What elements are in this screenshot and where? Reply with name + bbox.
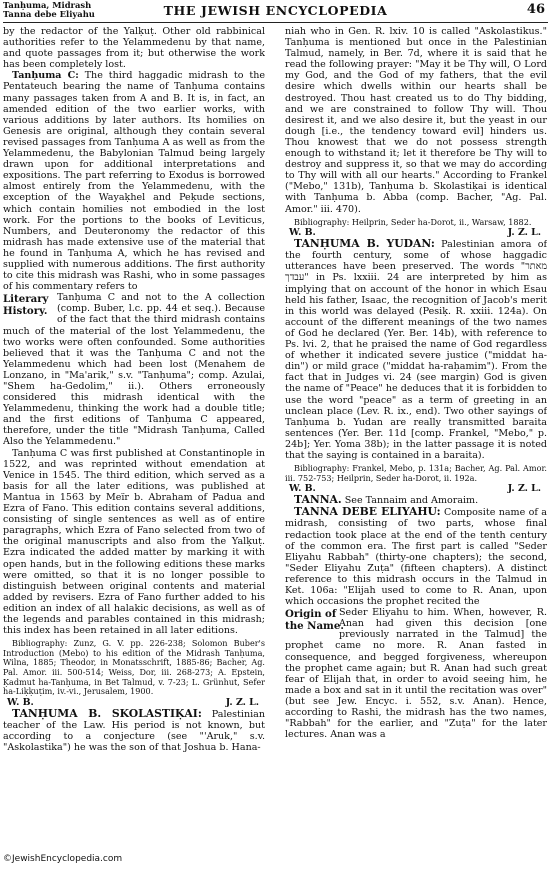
sidenote-line-1: Literary [3,293,49,306]
paragraph-tanhuma-c-text: The third haggadic midrash to the Pentateuch bearing the name of Tanḥuma contains many passages taken from A and B. It is, in fact, an amended edition of the two earlier works, with various additions by later authors. Its homilies on Genesis are original, although they contain several revised passages from Tanḥuma A as well as from the Yelammedenu, the Babylonian Talmud being largely drawn upon for additional interpretations and expositions. The part referring to Exodus is borrowed almost entirely from the Yelammedenu, with the exception of the Wayaḳhel and Peḳude sections, which contain homilies not embodied in the lost work. For the portions to the books of Leviticus, Numbers, and Deuteronomy the redactor of this midrash has made extensive use of the material that he found in Tanḥuma A, which he has revised and supplied with numerous additions. The first authority to cite this midrash was Rashi, who in some passages of his commentary refers to [3,70,265,293]
entry-heading-skolastikai: TANḤUMA B. SKOLASTIḲAI: [12,706,202,720]
signature-right: J. Z. L. [507,227,541,239]
paragraph-tanna-debe-eliyahu-text: Composite name of a midrash, consisting of two parts, whose final redaction took place at the end of the tenth century of the common era. The first part is called "Seder Eliyahu Rabbah" (thirty-one chapters); the second, "Seder Eliyahu Zuṭa" (fifteen chapters). A distinct reference to this midrash occurs in the Talmud in Ket. 106a: "Elijah used to come to R. Anan, upon which occasions the prophet recited the [285,507,547,608]
bibliography-tanhuma-c: Bibliography: Zunz, G. V. pp. 226-238; Solomon Buber's Introduction (Mebo) to his edition of the Midrash Tanḥuma, Wilna, 1885; Theodor, in Monatsschrift, 1885-86; Bacher, Ag. Pal. Amor. iii. 500-514; Weiss, Dor, iii. 268-273; A. Epstein, Ḳadmut ha-Tanḥuma, in Bet Talmud, v. 7-23; L. Grünhut, Sefer ha-Liḳḳuṭim, iv.-vi., Jerusalem, 1900. [3,638,265,697]
entry-heading-tanna-debe-eliyahu: TANNA DEBE ELIYAHU: [294,505,441,519]
sidenote-line-2: History. [3,304,48,317]
paragraph-yudan-text: Palestinian amora of the fourth century, some of whose haggadic utterances have been preserved. The words "מאתר עבדך" in Ps. lxxiii. 24 are interpreted by him as implying that on account of the honor in which Esau held his father, Isaac, the recognition of Jacob's merit in this world was delayed (Pesiḳ. R. xxiii. 124a). On account of the different meanings of the two names of God he declared (Yer. Ber. 14b), with reference to Ps. lvi. 2, that he praised the name of God regardless of whether it indicated severe justice ("middat ha-din") or mild grace ("middat ha-raḥamim"). From the fact that in Judges vi. 24 (see margin) God is given the name of "Peace" he deduces that it is forbidden to use the word "peace" as a term of greeting in an unclean place (Lev. R. ix., end). Two other sayings of Tanḥuma b. Yudan are really transmitted baraita sentences (Yer. Ber. 11d [comp. Frankel, "Mebo," p. 24b]; Yer. Yoma 38b); in the latter passage it is noted that the saying is contained in a baraita). [285,239,547,461]
entry-heading-tanna: TANNA. [294,493,342,507]
signature-left: W. B. [7,696,34,708]
paragraph-skolastikai [3,708,265,753]
paragraph-literary-history: Tanḥuma C and not to the A collection (comp. Buber, l.c. pp. 44 et seq.). Because of the fact that the third midrash contains much of the material of the lost Yelammedenu, the two works were often confounded. Some authorities believed that it was the Tanḥuma C and not the Yelammedenu which had been lost (Menahem de Lonzano, in "Ma'arik," s.v. "Tanḥuma"; comp. Azulai, "Shem ha-Gedolim," ii.). Others erroneously considered this midrash identical with the Yelammedenu, thinking the work had a double title; and the first editions of Tanḥuma C appeared, therefore, under the title "Midrash Tanḥuma, Called Also the Yelammedenu." [3,292,265,448]
left-column [3,26,265,852]
sidenote-literary-history [3,294,53,317]
paragraph-tanna-text: See Tannaim and Amoraim. [344,495,479,507]
paragraph-editions: Tanḥuma C was first published at Constantinople in 1522, and was reprinted without emendation at Venice in 1545. The third edition, which served as a basis for all the later editions, was published at Mantua in 1563 by Meïr b. Abraham of Padua and Ezra of Fano. This edition contains several additions, consisting of single sentences as well as of entire paragraphs, which Ezra of Fano selected from two of the original manuscripts and also from the Yalḳuṭ. Ezra indicated the added matter by marking it with open hands, but in the following editions these marks were omitted, so that it is no longer possible to distinguish between original contents and material added by revisers. Ezra of Fano further added to his edition an index of all halakic decisions, as well as of the legends and parables contained in this midrash; this index has been retained in all later editions. [3,447,265,637]
signature-left: W. B. [289,227,316,239]
page-number: 46 [526,2,545,17]
paragraph-yalkut-continuation: by the redactor of the Yalḳuṭ. Other old rabbinical authorities refer to the Yelammedenu by that name, and quote passages from it; but otherwise the work has been completely lost. [3,26,265,71]
running-head-line-1: Tanḥuma, Midrash [3,0,92,10]
paragraph-skolastikai-continuation: niah who in Gen. R. lxiv. 10 is called "Askolastikus." Tanḥuma is mentioned but once in the Palestinian Talmud, namely, in Ber. 7d, where it is said that he read the following prayer: "May it be Thy will, O Lord my God, and the God of my fathers, that the evil desire which dwells within our hearts shall be destroyed. Thou hast created us to do Thy bidding, and we are constrained to follow Thy will. Thou desirest it, and we also desire it, but the yeast in our dough [i.e., the tendency toward evil] hinders us. Thou knowest that we do not possess strength enough to withstand it; let it therefore be Thy will to destroy and suppress it, so that we may do according to Thy will with all our hearts." According to Frankel ("Mebo," 131b), Tanḥuma b. Skolastiḳai is identical with Tanḥuma b. Abba (comp. Bacher, "Ag. Pal. Amor." iii. 470). [285,26,547,215]
publication-title: THE JEWISH ENCYCLOPEDIA [163,3,388,18]
entry-heading-yudan: TANḤUMA B. YUDAN: [294,237,435,251]
paragraph-origin-of-name: Seder Eliyahu to him. When, however, R. Anan had given this decision [one previously narrated in the Talmud] the prophet came no more. R. Anan fasted in consequence, and begged forgiveness, whereupon the prophet came again; but R. Anan had such great fear of Elijah that, in order to avoid seeing him, he made a box and sat in it until the recitation was over" (but see Jew. Encyc. i. 552, s.v. Anan). Hence, according to Rashi, the midrash has the two names, "Rabbah" for the earlier, and "Zuṭa" for the later lectures. Anan was a [285,607,547,741]
sidenote-line-1: Origin of [285,608,337,621]
header-rule [3,22,548,23]
bibliography-yudan: Bibliography: Frankel, Mebo, p. 131a; Bacher, Ag. Pal. Amor. iii. 752-753; Heilprin, Seder ha-Dorot, ii. 192a. [285,463,547,483]
sidenote-origin-of-name [285,608,344,632]
section-heading-tanhuma-c: Tanḥuma C: [12,70,79,82]
page-header [0,0,551,22]
sidenote-line-2: the Name. [285,619,344,632]
running-head-line-2: Tanna debe Eliyahu [3,9,95,19]
paragraph-yudan [285,238,547,461]
copyright-footer[interactable]: ©JewishEncyclopedia.com [3,854,123,864]
right-column [285,26,547,852]
signature-left: W. B. [289,483,316,495]
bibliography-skolastikai: Bibliography: Heilprin, Seder ha-Dorot, ii., Warsaw, 1882. [294,216,532,227]
paragraph-tanna-debe-eliyahu [285,506,547,607]
signature-right: J. Z. L. [507,483,541,495]
paragraph-tanhuma-c [3,70,265,292]
paragraph-skolastikai-text: Palestinian teacher of the Law. His period is not known, but according to a conjecture (see "'Aruk," s.v. "Askolastika") he was the son of that Joshua b. Hana- [3,708,265,753]
signature-right: J. Z. L. [225,696,259,708]
